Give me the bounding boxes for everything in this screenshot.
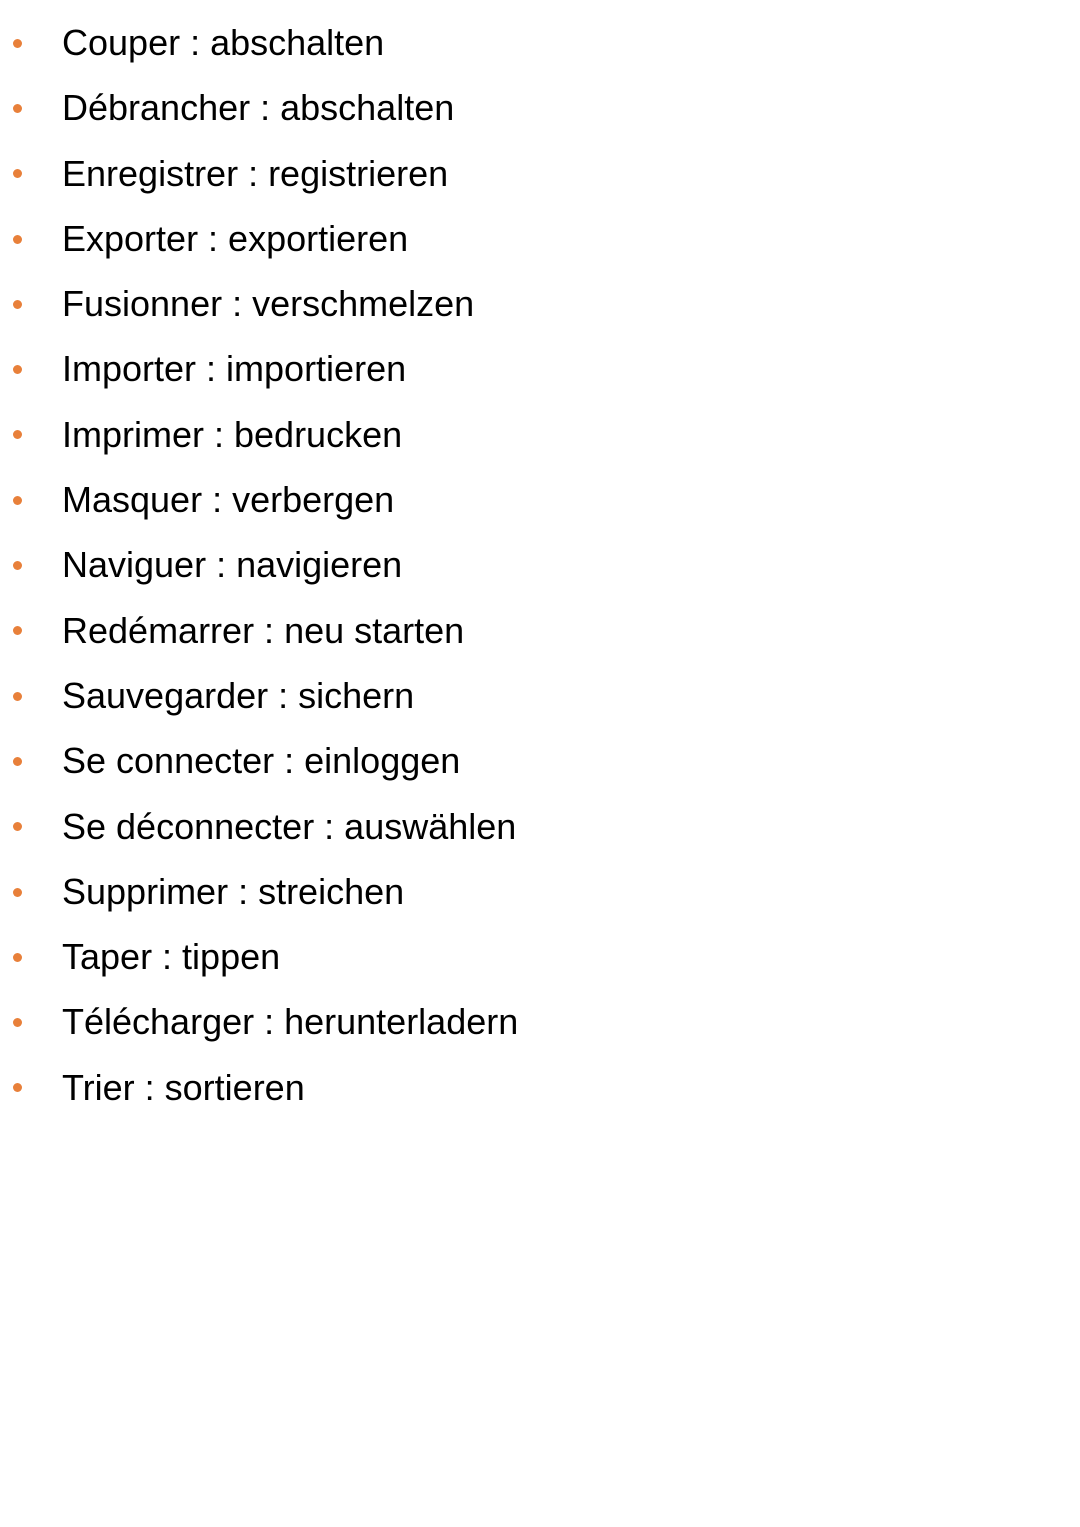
list-item: [0, 728, 1080, 793]
vocab-entry: Fusionner : verschmelzen: [62, 283, 475, 325]
vocab-entry: Importer : importieren: [62, 348, 407, 390]
bullet-dot-icon: [13, 888, 22, 897]
vocab-entry: Masquer : verbergen: [62, 479, 395, 521]
bullet-dot-icon: [13, 692, 22, 701]
list-item: [0, 924, 1080, 989]
bullet-dot-icon: [13, 953, 22, 962]
bullet-dot-icon: [13, 561, 22, 570]
bullet-dot-icon: [13, 1083, 22, 1092]
vocab-entry: Enregistrer : registrieren: [62, 152, 449, 194]
vocab-entry: Débrancher : abschalten: [62, 87, 455, 129]
vocab-entry: Sauvegarder : sichern: [62, 674, 415, 716]
list-item: [0, 467, 1080, 532]
list-item: [0, 271, 1080, 336]
bullet-dot-icon: [13, 235, 22, 244]
vocab-entry: Couper : abschalten: [62, 22, 385, 63]
list-item: [0, 1055, 1080, 1120]
list-item: [0, 598, 1080, 663]
vocab-entry: Trier : sortieren: [62, 1066, 305, 1108]
bullet-dot-icon: [13, 430, 22, 439]
list-item: [0, 336, 1080, 401]
bullet-dot-icon: [13, 169, 22, 178]
bullet-dot-icon: [13, 822, 22, 831]
list-item: [0, 141, 1080, 206]
vocab-entry: Se déconnecter : auswählen: [62, 805, 517, 847]
list-item: [0, 75, 1080, 140]
list-item: [0, 663, 1080, 728]
bullet-dot-icon: [13, 300, 22, 309]
vocabulary-list: [0, 10, 1080, 1120]
list-item: [0, 532, 1080, 597]
bullet-dot-icon: [13, 626, 22, 635]
list-item: [0, 10, 1080, 75]
list-item: [0, 859, 1080, 924]
bullet-dot-icon: [13, 1018, 22, 1027]
vocab-entry: Naviguer : navigieren: [62, 544, 403, 586]
list-item: [0, 989, 1080, 1054]
bullet-dot-icon: [13, 104, 22, 113]
list-item: [0, 402, 1080, 467]
list-item: [0, 206, 1080, 271]
vocab-entry: Télécharger : herunterladern: [62, 1001, 519, 1043]
vocab-entry: Imprimer : bedrucken: [62, 413, 403, 455]
vocab-entry: Redémarrer : neu starten: [62, 609, 465, 651]
bullet-dot-icon: [13, 365, 22, 374]
bullet-dot-icon: [13, 757, 22, 766]
vocab-entry: Exporter : exportieren: [62, 217, 409, 259]
list-item: [0, 794, 1080, 859]
vocab-entry: Se connecter : einloggen: [62, 740, 461, 782]
bullet-dot-icon: [13, 496, 22, 505]
bullet-dot-icon: [13, 39, 22, 48]
vocab-entry: Supprimer : streichen: [62, 870, 405, 912]
vocab-entry: Taper : tippen: [62, 936, 281, 978]
